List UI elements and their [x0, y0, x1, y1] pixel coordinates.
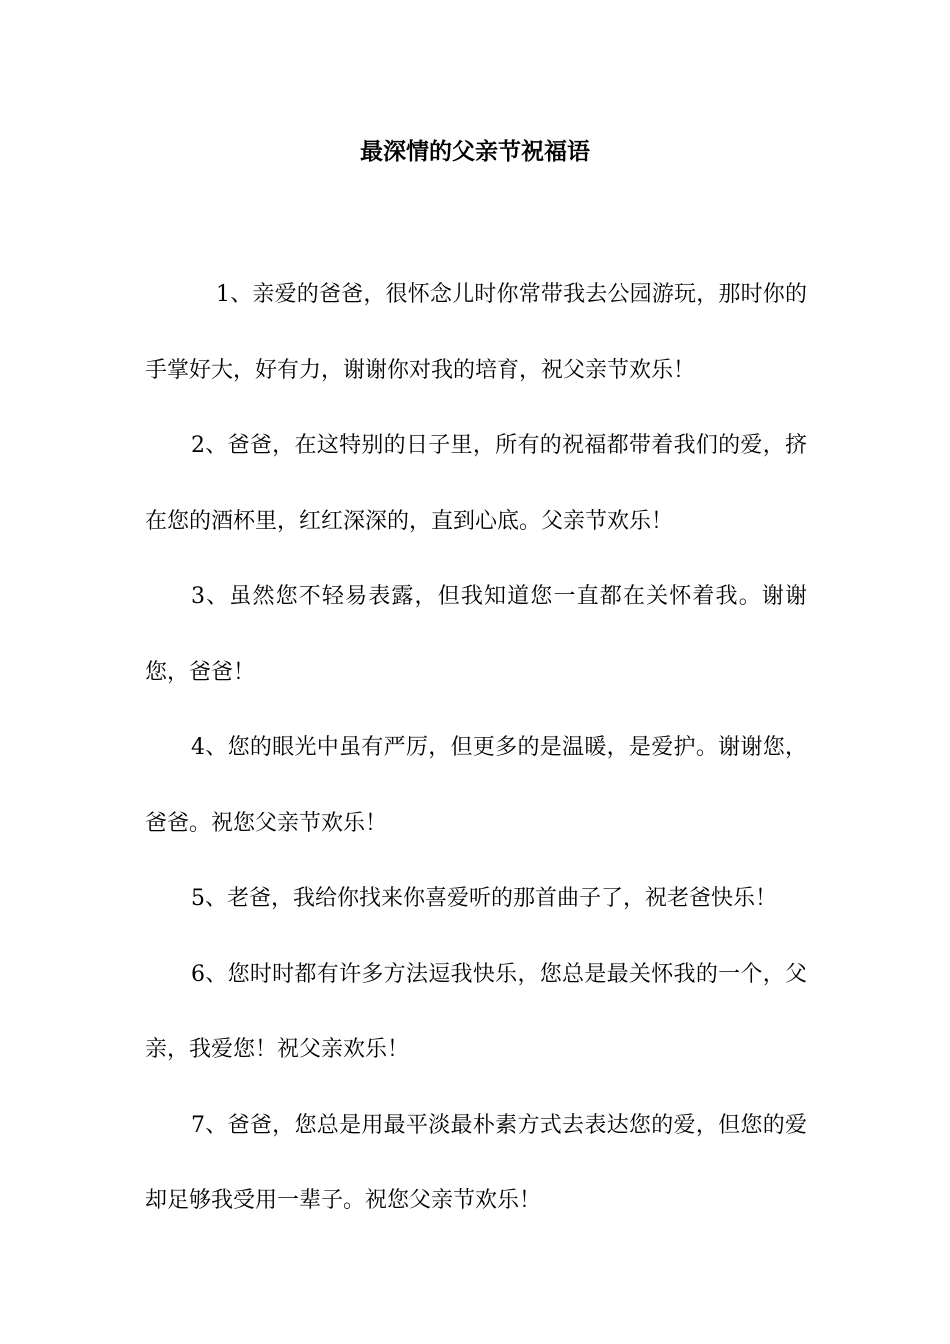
document-title: 最深情的父亲节祝福语: [360, 138, 590, 165]
paragraph-3: 3、虽然您不轻易表露，但我知道您一直都在关怀着我。谢谢您，爸爸！: [145, 584, 807, 685]
paragraph-7: 7、爸爸，您总是用最平淡最朴素方式去表达您的爱，但您的爱却足够我受用一辈子。祝您父亲节欢乐！: [145, 1112, 807, 1213]
paragraph-6: 6、您时时都有许多方法逗我快乐，您总是最关怀我的一个，父亲，我爱您！祝父亲欢乐！: [145, 961, 807, 1062]
paragraph-2: 2、爸爸，在这特别的日子里，所有的祝福都带着我们的爱，挤在您的酒杯里，红红深深的，直到心底。父亲节欢乐！: [145, 433, 807, 534]
paragraph-5: 5、老爸，我给你找来你喜爱听的那首曲子了，祝老爸快乐！: [191, 886, 777, 911]
document-body: [145, 257, 807, 1239]
paragraph-1: 1、亲爱的爸爸，很怀念儿时你常带我去公园游玩，那时你的手掌好大，好有力，谢谢你对我的培育，祝父亲节欢乐！: [145, 282, 807, 383]
paragraph-4: 4、您的眼光中虽有严厉，但更多的是温暖，是爱护。谢谢您，爸爸。祝您父亲节欢乐！: [145, 735, 807, 836]
